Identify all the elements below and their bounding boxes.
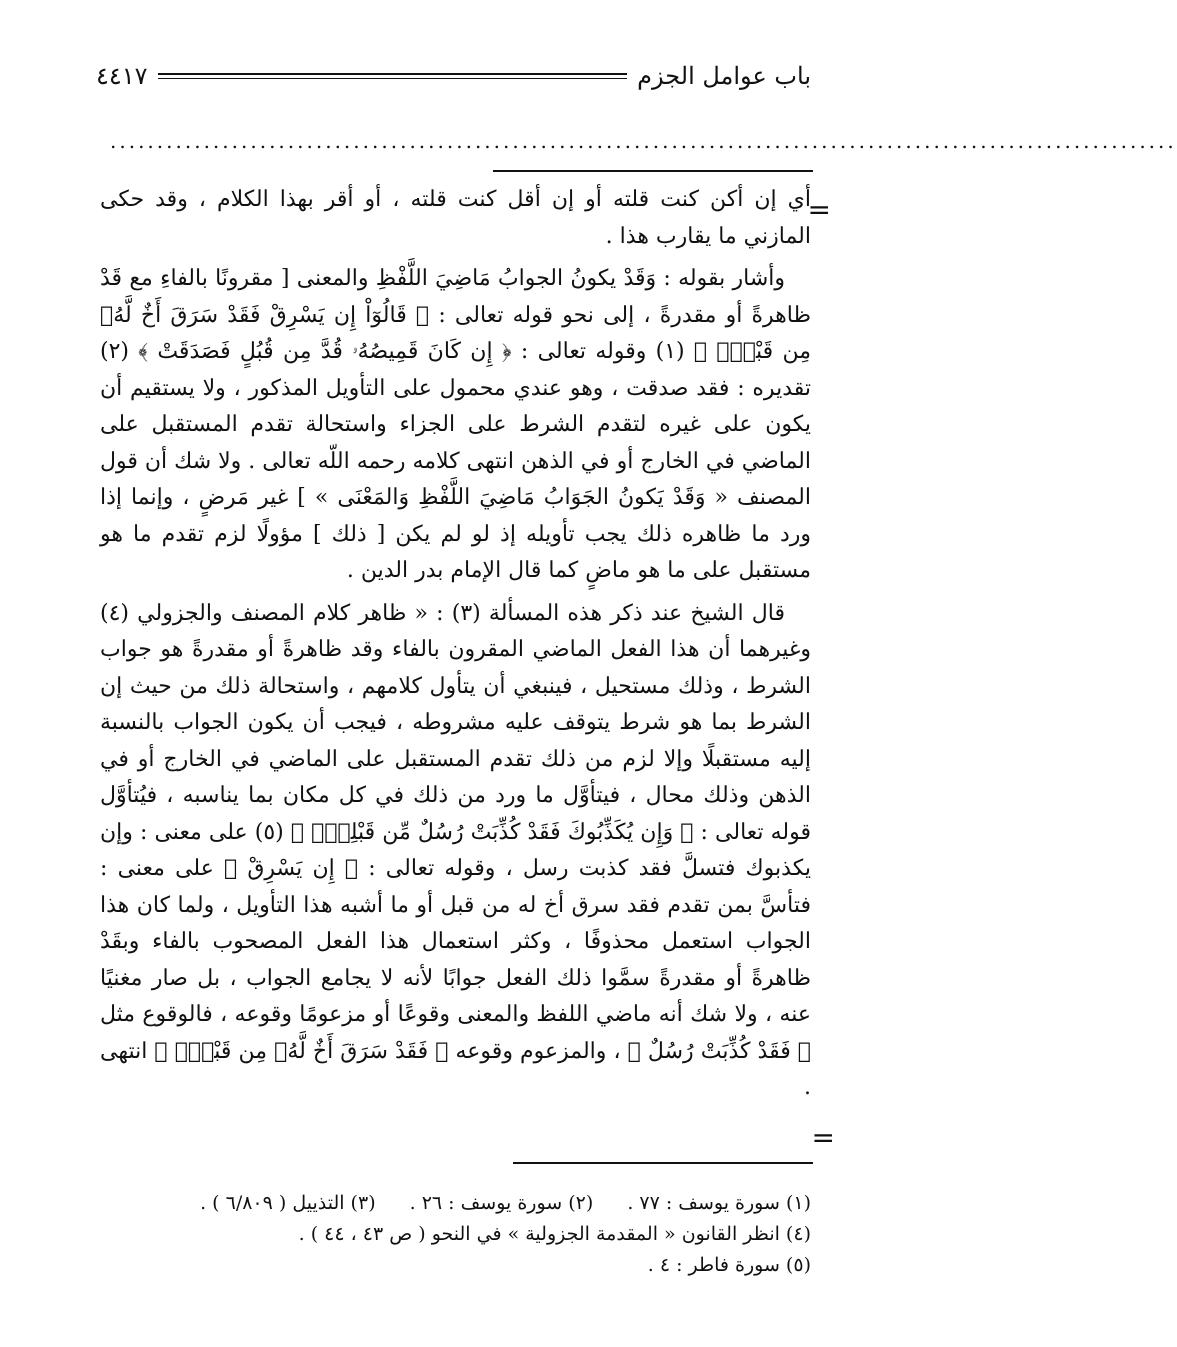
footnote-row-1 (96, 1188, 811, 1219)
continuation-marker-top: = (807, 193, 831, 226)
dotted-separator: .................................................................................................................. (110, 129, 1177, 153)
paragraph-2: وأشار بقوله : وَقَدْ يكونُ الجوابُ مَاضِيَ اللَّفْظِ والمعنى [ مقرونًا بالفاءِ مع قَدْ ظاهرةً أو مقدرةً ، إلى نحو قوله تعالى : ﴿ قَالُوٓاْ إِن يَسْرِقْ فَقَدْ سَرَقَ أَخٌ لَّهُۥ مِن قَبْلُۚ ﴾ (١) وقوله تعالى : ﴿ إِن كَانَ قَمِيصُهُۥ قُدَّ مِن قُبُلٍ فَصَدَقَتْ ﴾ (٢) تقديره : فقد صدقت ، وهو عندي محمول على التأويل المذكور ، ولا يستقيم أن يكون على غيره لتقدم الشرط على الجزاء واستحالة تقدم المستقبل على الماضي في الخارج أو في الذهن انتهى كلامه رحمه اللّه تعالى . ولا شك أن قول المصنف « وَقَدْ يَكونُ الجَوَابُ مَاضِيَ اللَّفْظِ وَالمَعْنَى » ] غير مَرضٍ ، وإنما إذا ورد ما ظاهره ذلك يجب تأويله إذ لو لم يكن [ ذلك ] مؤولًا لزم تقدم ما هو مستقبل على ما هو ماضٍ كما قال الإمام بدر الدين . (100, 266, 811, 583)
paragraph-1: أي إن أكن كنت قلته أو إن أقل كنت قلته ، أو أقر بهذا الكلام ، وقد حكى المازني ما يقارب هذا . (100, 187, 811, 249)
footnote-4: (٤) انظر القانون « المقدمة الجزولية » في النحو ( ص ٤٣ ، ٤٤ ) . (298, 1223, 811, 1245)
footnote-rule (513, 1162, 813, 1164)
chapter-title: باب عوامل الجزم (637, 62, 811, 90)
footnote-row-3 (96, 1250, 811, 1281)
page-header (96, 58, 811, 94)
header-rule (158, 73, 628, 79)
footnotes (96, 1188, 811, 1281)
top-short-rule (493, 170, 813, 172)
footnote-1: (١) سورة يوسف : ٧٧ . (627, 1192, 811, 1214)
footnote-2: (٢) سورة يوسف : ٢٦ . (409, 1192, 594, 1214)
footnote-3: (٣) التذييل ( ٦/٨٠٩ ) . (200, 1192, 376, 1214)
footnote-5: (٥) سورة فاطر : ٤ . (647, 1254, 811, 1276)
continuation-marker-bottom: = (811, 1121, 835, 1154)
page-number: ٤٤١٧ (96, 62, 148, 90)
paragraph-3: قال الشيخ عند ذكر هذه المسألة (٣) : « ظاهر كلام المصنف والجزولي (٤) وغيرهما أن هذا الفعل الماضي المقرون بالفاء وقد ظاهرةً أو مقدرةً هو جواب الشرط ، وذلك مستحيل ، فينبغي أن يتأول كلامهم ، واستحالة ذلك من حيث إن الشرط بما هو شرط يتوقف عليه مشروطه ، فيجب أن يكون الجواب بالنسبة إليه مستقبلًا وإلا لزم من ذلك تقدم المستقبل على الماضي في الخارج أو في الذهن وذلك محال ، فيتأوَّل ما ورد من ذلك في كل مكان بما يناسبه ، فيُتأوَّل قوله تعالى : ﴿ وَإِن يُكَذِّبُوكَ فَقَدْ كُذِّبَتْ رُسُلٌ مِّن قَبْلِكَۚ ﴾ (٥) على معنى : وإن يكذبوك فتسلَّ فقد كذبت رسل ، وقوله تعالى : ﴿ إِن يَسْرِقْ ﴾ على معنى : فتأسَّ بمن تقدم فقد سرق أخ له من قبل أو ما أشبه هذا التأويل ، ولما كان هذا الجواب استعمل محذوفًا ، وكثر استعمال هذا الفعل المصحوب بالفاء وبقَدْ ظاهرةً أو مقدرةً سمَّوا ذلك الفعل جوابًا لأنه لا يجامع الجواب ، بل صار مغنيًا عنه ، ولا شك أنه ماضي اللفظ والمعنى وقوعًا أو مزعومًا وقوعه ، فالوقوع مثل ﴿ فَقَدْ كُذِّبَتْ رُسُلٌ ﴾ ، والمزعوم وقوعه ﴿ فَقَدْ سَرَقَ أَخٌ لَّهُۥ مِن قَبْلُۚ ﴾ انتهى . (100, 600, 811, 1100)
footnote-row-2 (96, 1219, 811, 1250)
main-text (100, 182, 811, 1113)
